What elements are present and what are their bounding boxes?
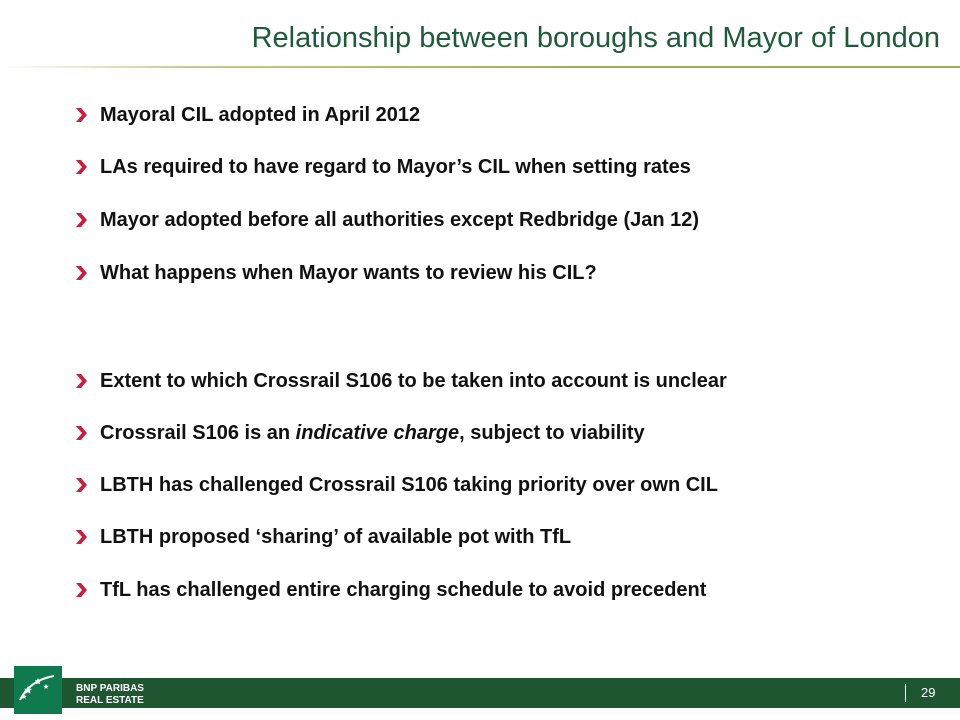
bullet-item bbox=[72, 258, 597, 288]
chevron-right-icon bbox=[72, 106, 90, 124]
chevron-right-icon bbox=[72, 528, 90, 546]
bullet-text-part: Crossrail S106 is an bbox=[100, 421, 296, 444]
bullet-item bbox=[72, 470, 718, 500]
bullet-item bbox=[72, 522, 571, 552]
chevron-right-icon bbox=[72, 581, 90, 599]
bullet-item bbox=[72, 100, 420, 130]
footer-band bbox=[0, 678, 960, 708]
bullet-item bbox=[72, 418, 645, 448]
bullet-text-italic: indicative charge bbox=[295, 421, 460, 444]
bullet-text: Mayor adopted before all authorities except Redbridge (Jan 12) bbox=[100, 208, 700, 231]
chevron-right-icon bbox=[72, 264, 90, 282]
bullet-item bbox=[72, 205, 699, 235]
bullet-text: LAs required to have regard to Mayor’s CIL when setting rates bbox=[100, 155, 691, 178]
bullet-text bbox=[100, 422, 645, 445]
bullet-item bbox=[72, 366, 727, 396]
bullet-text: Mayoral CIL adopted in April 2012 bbox=[100, 103, 421, 126]
chevron-right-icon bbox=[72, 211, 90, 229]
bullet-item bbox=[72, 575, 706, 605]
bullet-text: LBTH proposed ‘sharing’ of available pot with TfL bbox=[100, 525, 572, 548]
bullet-text: Extent to which Crossrail S106 to be taken into account is unclear bbox=[100, 369, 727, 392]
page-number: 29 bbox=[921, 685, 936, 700]
brand-line-1: BNP PARIBAS bbox=[76, 683, 144, 694]
chevron-right-icon bbox=[72, 372, 90, 390]
page-title: Relationship between boroughs and Mayor of London bbox=[251, 22, 940, 54]
bullet-text: LBTH has challenged Crossrail S106 taking priority over own CIL bbox=[100, 473, 718, 496]
title-divider bbox=[0, 66, 960, 68]
bullet-text-part: , subject to viability bbox=[459, 421, 645, 444]
chevron-right-icon bbox=[72, 476, 90, 494]
chevron-right-icon bbox=[72, 424, 90, 442]
bullet-item bbox=[72, 152, 691, 182]
bullet-text: What happens when Mayor wants to review his CIL? bbox=[100, 261, 597, 284]
bnp-stars-logo-icon bbox=[14, 666, 62, 714]
footer-bottom-strip bbox=[0, 708, 960, 720]
page-number-separator bbox=[905, 684, 906, 702]
bullet-text: TfL has challenged entire charging schedule to avoid precedent bbox=[100, 578, 707, 601]
chevron-right-icon bbox=[72, 158, 90, 176]
brand-name bbox=[76, 683, 144, 707]
brand-line-2: REAL ESTATE bbox=[76, 695, 144, 706]
